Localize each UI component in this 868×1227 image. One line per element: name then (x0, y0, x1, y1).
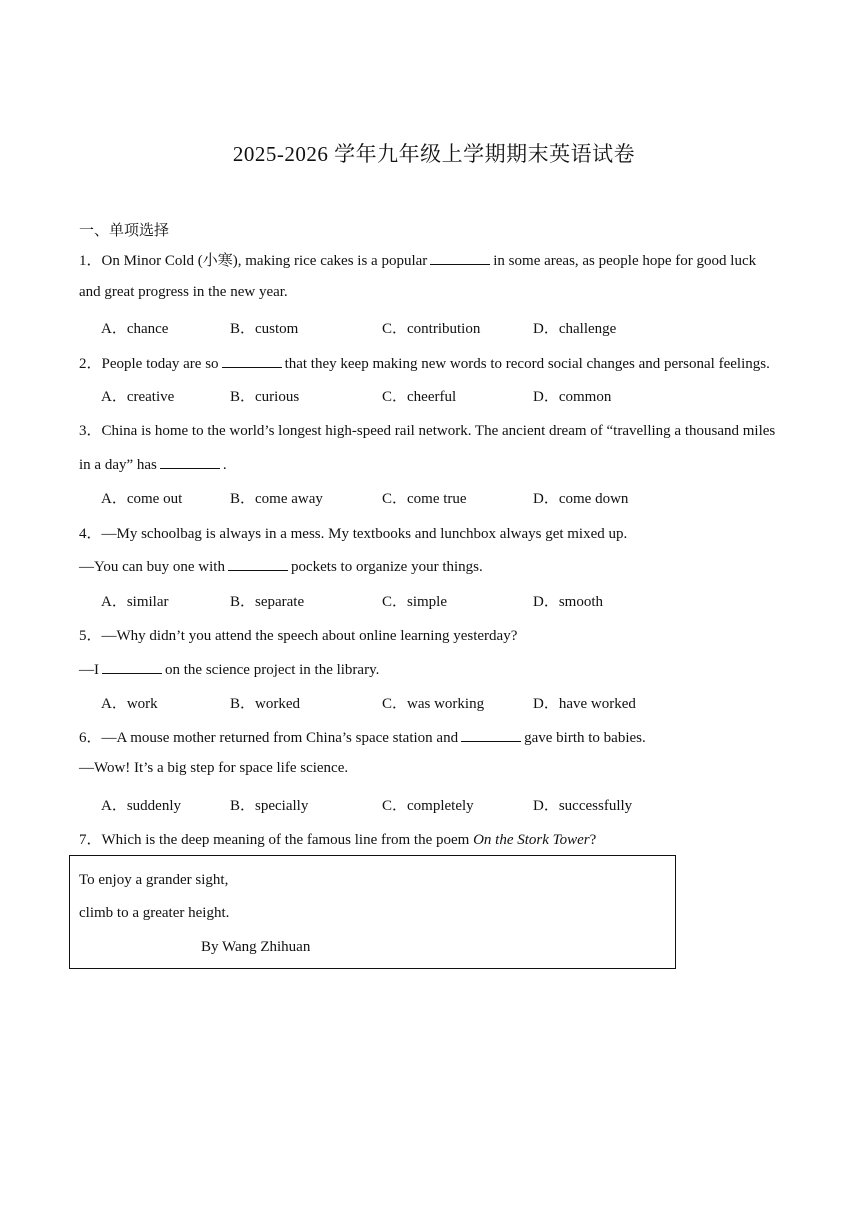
option-c[interactable]: C．was working (382, 696, 485, 712)
question-4-text-cont: pockets to organize your things. (290, 559, 483, 575)
option-d[interactable]: D．smooth (533, 594, 604, 610)
question-6-text: 6．—A mouse mother returned from China’s space station and (79, 730, 459, 746)
question-2-line-1 (79, 352, 770, 373)
question-1-text: 1．On Minor Cold (小寒), making rice cakes is a popular (79, 253, 428, 269)
poem-line-2: climb to a greater height. (79, 905, 230, 921)
question-1-text-cont: in some areas, as people hope for good luck (493, 253, 757, 269)
option-a[interactable]: A．chance (101, 321, 169, 337)
question-1-options (101, 317, 801, 337)
question-7-text: 7．Which is the deep meaning of the famous line from the poem (79, 832, 470, 848)
option-b[interactable]: B．worked (230, 696, 300, 712)
question-7-line-1 (79, 828, 596, 849)
section-heading: 一、单项选择 (79, 223, 170, 239)
option-c[interactable]: C．completely (382, 798, 474, 814)
question-5-line-1: 5．—Why didn’t you attend the speech about online learning yesterday? (79, 628, 518, 644)
option-a[interactable]: A．creative (101, 389, 175, 405)
answer-blank (430, 250, 490, 265)
answer-blank (160, 454, 220, 469)
question-5-options (101, 692, 801, 712)
answer-blank (228, 556, 288, 571)
option-c[interactable]: C．simple (382, 594, 448, 610)
poem-line-1: To enjoy a grander sight, (79, 872, 229, 888)
option-a[interactable]: A．come out (101, 491, 183, 507)
question-6-line-1 (79, 726, 646, 747)
option-b[interactable]: B．curious (230, 389, 300, 405)
question-1-line-2: and great progress in the new year. (79, 284, 288, 300)
question-4-text: —You can buy one with (79, 559, 225, 575)
question-6-text-cont: gave birth to babies. (524, 730, 646, 746)
question-3-line-1: 3．China is home to the world’s longest high-speed rail network. The ancient dream of “travelling a thousand miles (79, 423, 776, 439)
question-3-text-end: . (222, 457, 227, 473)
option-d[interactable]: D．successfully (533, 798, 633, 814)
option-a[interactable]: A．similar (101, 594, 169, 610)
question-4-line-1: 4．—My schoolbag is always in a mess. My textbooks and lunchbox always get mixed up. (79, 526, 628, 542)
option-d[interactable]: D．have worked (533, 696, 636, 712)
question-3-options (101, 487, 801, 507)
option-c[interactable]: C．contribution (382, 321, 481, 337)
question-3-line-2 (79, 454, 227, 474)
answer-blank (461, 727, 521, 742)
question-5-line-2 (79, 659, 379, 679)
question-4-line-2 (79, 556, 483, 576)
option-c[interactable]: C．come true (382, 491, 467, 507)
poem-title: On the Stork Tower (473, 832, 590, 848)
answer-blank (102, 659, 162, 674)
answer-blank (222, 353, 282, 368)
question-2-options (101, 385, 801, 405)
question-5-text: —I (79, 662, 99, 678)
question-2-text-cont: that they keep making new words to record social changes and personal feelings. (284, 356, 770, 372)
option-b[interactable]: B．come away (230, 491, 323, 507)
option-d[interactable]: D．challenge (533, 321, 617, 337)
question-7-end: ? (589, 832, 597, 848)
option-c[interactable]: C．cheerful (382, 389, 457, 405)
exam-title: 2025-2026 学年九年级上学期期末英语试卷 (232, 142, 636, 166)
question-6-options (101, 794, 801, 814)
question-3-text: in a day” has (79, 457, 157, 473)
option-a[interactable]: A．work (101, 696, 158, 712)
poem-box (69, 855, 676, 969)
option-b[interactable]: B．specially (230, 798, 309, 814)
option-d[interactable]: D．common (533, 389, 612, 405)
option-b[interactable]: B．custom (230, 321, 299, 337)
option-b[interactable]: B．separate (230, 594, 305, 610)
question-5-text-cont: on the science project in the library. (165, 662, 380, 678)
question-2-text: 2．People today are so (79, 356, 219, 372)
poem-author: By Wang Zhihuan (201, 939, 311, 955)
question-6-line-2: —Wow! It’s a big step for space life science. (79, 760, 349, 776)
question-4-options (101, 590, 801, 610)
question-1-line-1 (79, 249, 756, 270)
option-d[interactable]: D．come down (533, 491, 629, 507)
option-a[interactable]: A．suddenly (101, 798, 181, 814)
